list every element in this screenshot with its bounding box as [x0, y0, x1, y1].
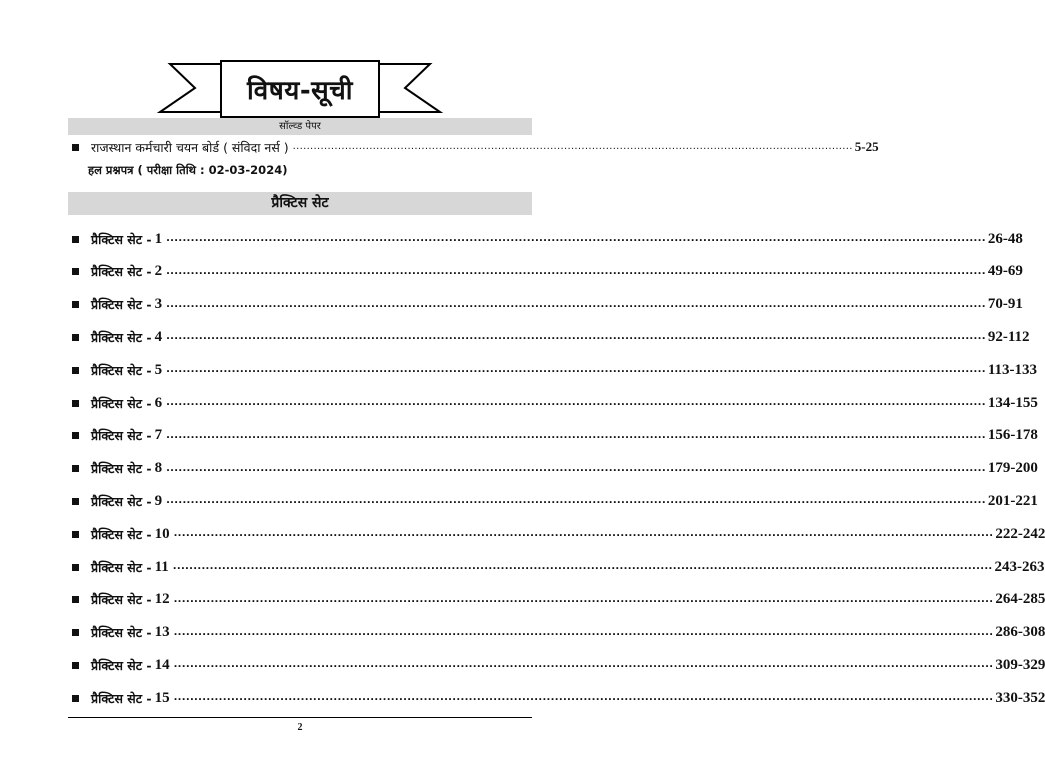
page-range: 201-221: [987, 492, 1038, 509]
practice-set-number: 9: [154, 492, 163, 509]
page-range: 330-352: [995, 689, 1045, 706]
page-title: विषय-सूची: [220, 60, 380, 118]
leader-dots: .................................................................................................................................................................: [292, 141, 853, 152]
practice-set-number: 2: [154, 263, 163, 280]
bullet-icon: [72, 596, 79, 603]
bullet-icon: [72, 144, 79, 151]
page-range: 49-69: [987, 263, 1023, 280]
page-number: 2: [297, 722, 303, 733]
practice-set-label: प्रैक्टिस सेट -: [91, 428, 152, 444]
leader-dots: ........................................................................................................................................................................................................: [173, 593, 994, 605]
practice-set-label: प्रैक्टिस सेट -: [91, 362, 152, 378]
practice-set-row[interactable]: [72, 427, 1038, 445]
bullet-icon: [72, 465, 79, 472]
practice-set-row[interactable]: [72, 230, 1023, 248]
practice-set-number: 6: [154, 394, 163, 411]
page-range: 70-91: [987, 296, 1023, 313]
practice-set-label: प्रैक्टिस सेट -: [91, 231, 152, 247]
practice-set-row[interactable]: [72, 296, 1023, 314]
practice-set-number: 3: [154, 296, 163, 313]
practice-set-row[interactable]: [72, 525, 1045, 543]
practice-set-row[interactable]: [72, 624, 1045, 642]
bullet-icon: [72, 564, 79, 571]
bullet-icon: [72, 400, 79, 407]
bullet-icon: [72, 268, 79, 275]
practice-set-row[interactable]: [72, 492, 1038, 510]
bullet-icon: [72, 531, 79, 538]
practice-set-heading: प्रैक्टिस सेट: [68, 192, 532, 215]
bullet-icon: [72, 367, 79, 374]
page-range: 26-48: [987, 230, 1023, 247]
leader-dots: ........................................................................................................................................................................................................: [166, 331, 986, 343]
leader-dots: ........................................................................................................................................................................................................: [172, 561, 993, 572]
practice-set-number: 12: [154, 591, 170, 608]
page-range: 134-155: [987, 394, 1038, 411]
solved-paper-entry[interactable]: [72, 138, 879, 156]
practice-set-label: प्रैक्टिस सेट -: [91, 526, 152, 542]
leader-dots: ........................................................................................................................................................................................................: [166, 495, 986, 507]
bullet-icon: [72, 629, 79, 636]
leader-dots: ........................................................................................................................................................................................................: [166, 233, 986, 244]
footer-divider: [68, 717, 532, 718]
page-range: 156-178: [987, 427, 1038, 444]
practice-set-row[interactable]: [72, 328, 1030, 346]
practice-set-label: प्रैक्टिस सेट -: [91, 592, 152, 608]
leader-dots: ........................................................................................................................................................................................................: [166, 298, 986, 310]
practice-set-number: 10: [154, 525, 170, 542]
practice-set-label: प्रैक्टिस सेट -: [91, 625, 152, 641]
bullet-icon: [72, 301, 79, 308]
bullet-icon: [72, 498, 79, 505]
bullet-icon: [72, 334, 79, 341]
practice-set-number: 4: [154, 328, 163, 345]
leader-dots: ........................................................................................................................................................................................................: [166, 462, 986, 474]
practice-set-row[interactable]: [72, 394, 1038, 412]
practice-set-label: प्रैक्टिस सेट -: [91, 559, 152, 575]
practice-set-row[interactable]: [72, 460, 1038, 478]
practice-set-number: 13: [154, 624, 170, 641]
leader-dots: ........................................................................................................................................................................................................: [166, 397, 986, 408]
practice-set-number: 8: [154, 460, 163, 477]
leader-dots: ........................................................................................................................................................................................................: [166, 429, 986, 441]
practice-set-row[interactable]: [72, 361, 1037, 379]
bullet-icon: [72, 236, 79, 243]
practice-set-label: प्रैक्टिस सेट -: [91, 329, 152, 345]
practice-set-row[interactable]: [72, 656, 1045, 674]
practice-set-label: प्रैक्टिस सेट -: [91, 690, 152, 706]
leader-dots: ........................................................................................................................................................................................................: [166, 265, 986, 277]
page-range: 179-200: [987, 460, 1038, 477]
page-range: 309-329: [995, 656, 1045, 673]
page-range: 5-25: [854, 139, 879, 154]
practice-set-label: प्रैक्टिस सेट -: [91, 297, 152, 313]
page-range: 286-308: [995, 624, 1045, 641]
practice-set-number: 14: [154, 656, 170, 673]
practice-set-label: प्रैक्टिस सेट -: [91, 657, 152, 673]
practice-set-label: प्रैक्टिस सेट -: [91, 493, 152, 509]
practice-set-row[interactable]: [72, 591, 1045, 609]
practice-set-row[interactable]: [72, 558, 1045, 576]
page-range: 92-112: [987, 328, 1030, 345]
solved-paper-heading: सॉल्व्ड पेपर: [68, 118, 532, 135]
bullet-icon: [72, 432, 79, 439]
practice-set-number: 15: [154, 689, 170, 706]
page-range: 113-133: [987, 361, 1037, 378]
page-range: 222-242: [995, 525, 1045, 542]
leader-dots: ........................................................................................................................................................................................................: [166, 364, 986, 376]
page-range: 264-285: [995, 591, 1045, 608]
leader-dots: ........................................................................................................................................................................................................: [173, 626, 994, 638]
practice-set-number: 11: [154, 558, 169, 575]
leader-dots: ........................................................................................................................................................................................................: [173, 659, 994, 671]
practice-set-number: 1: [154, 230, 163, 247]
practice-set-number: 7: [154, 427, 163, 444]
practice-set-label: प्रैक्टिस सेट -: [91, 264, 152, 280]
bullet-icon: [72, 695, 79, 702]
bullet-icon: [72, 662, 79, 669]
practice-set-label: प्रैक्टिस सेट -: [91, 395, 152, 411]
leader-dots: ........................................................................................................................................................................................................: [173, 692, 994, 704]
practice-set-label: प्रैक्टिस सेट -: [91, 461, 152, 477]
practice-set-row[interactable]: [72, 263, 1023, 281]
practice-set-number: 5: [154, 361, 163, 378]
leader-dots: ........................................................................................................................................................................................................: [173, 528, 994, 540]
practice-set-row[interactable]: [72, 689, 1045, 707]
entry-label: राजस्थान कर्मचारी चयन बोर्ड ( संविदा नर्स ): [91, 139, 289, 155]
page-range: 243-263: [994, 558, 1045, 575]
solved-paper-date: हल प्रश्नपत्र ( परीक्षा तिथि : 02-03-2024): [88, 163, 288, 177]
